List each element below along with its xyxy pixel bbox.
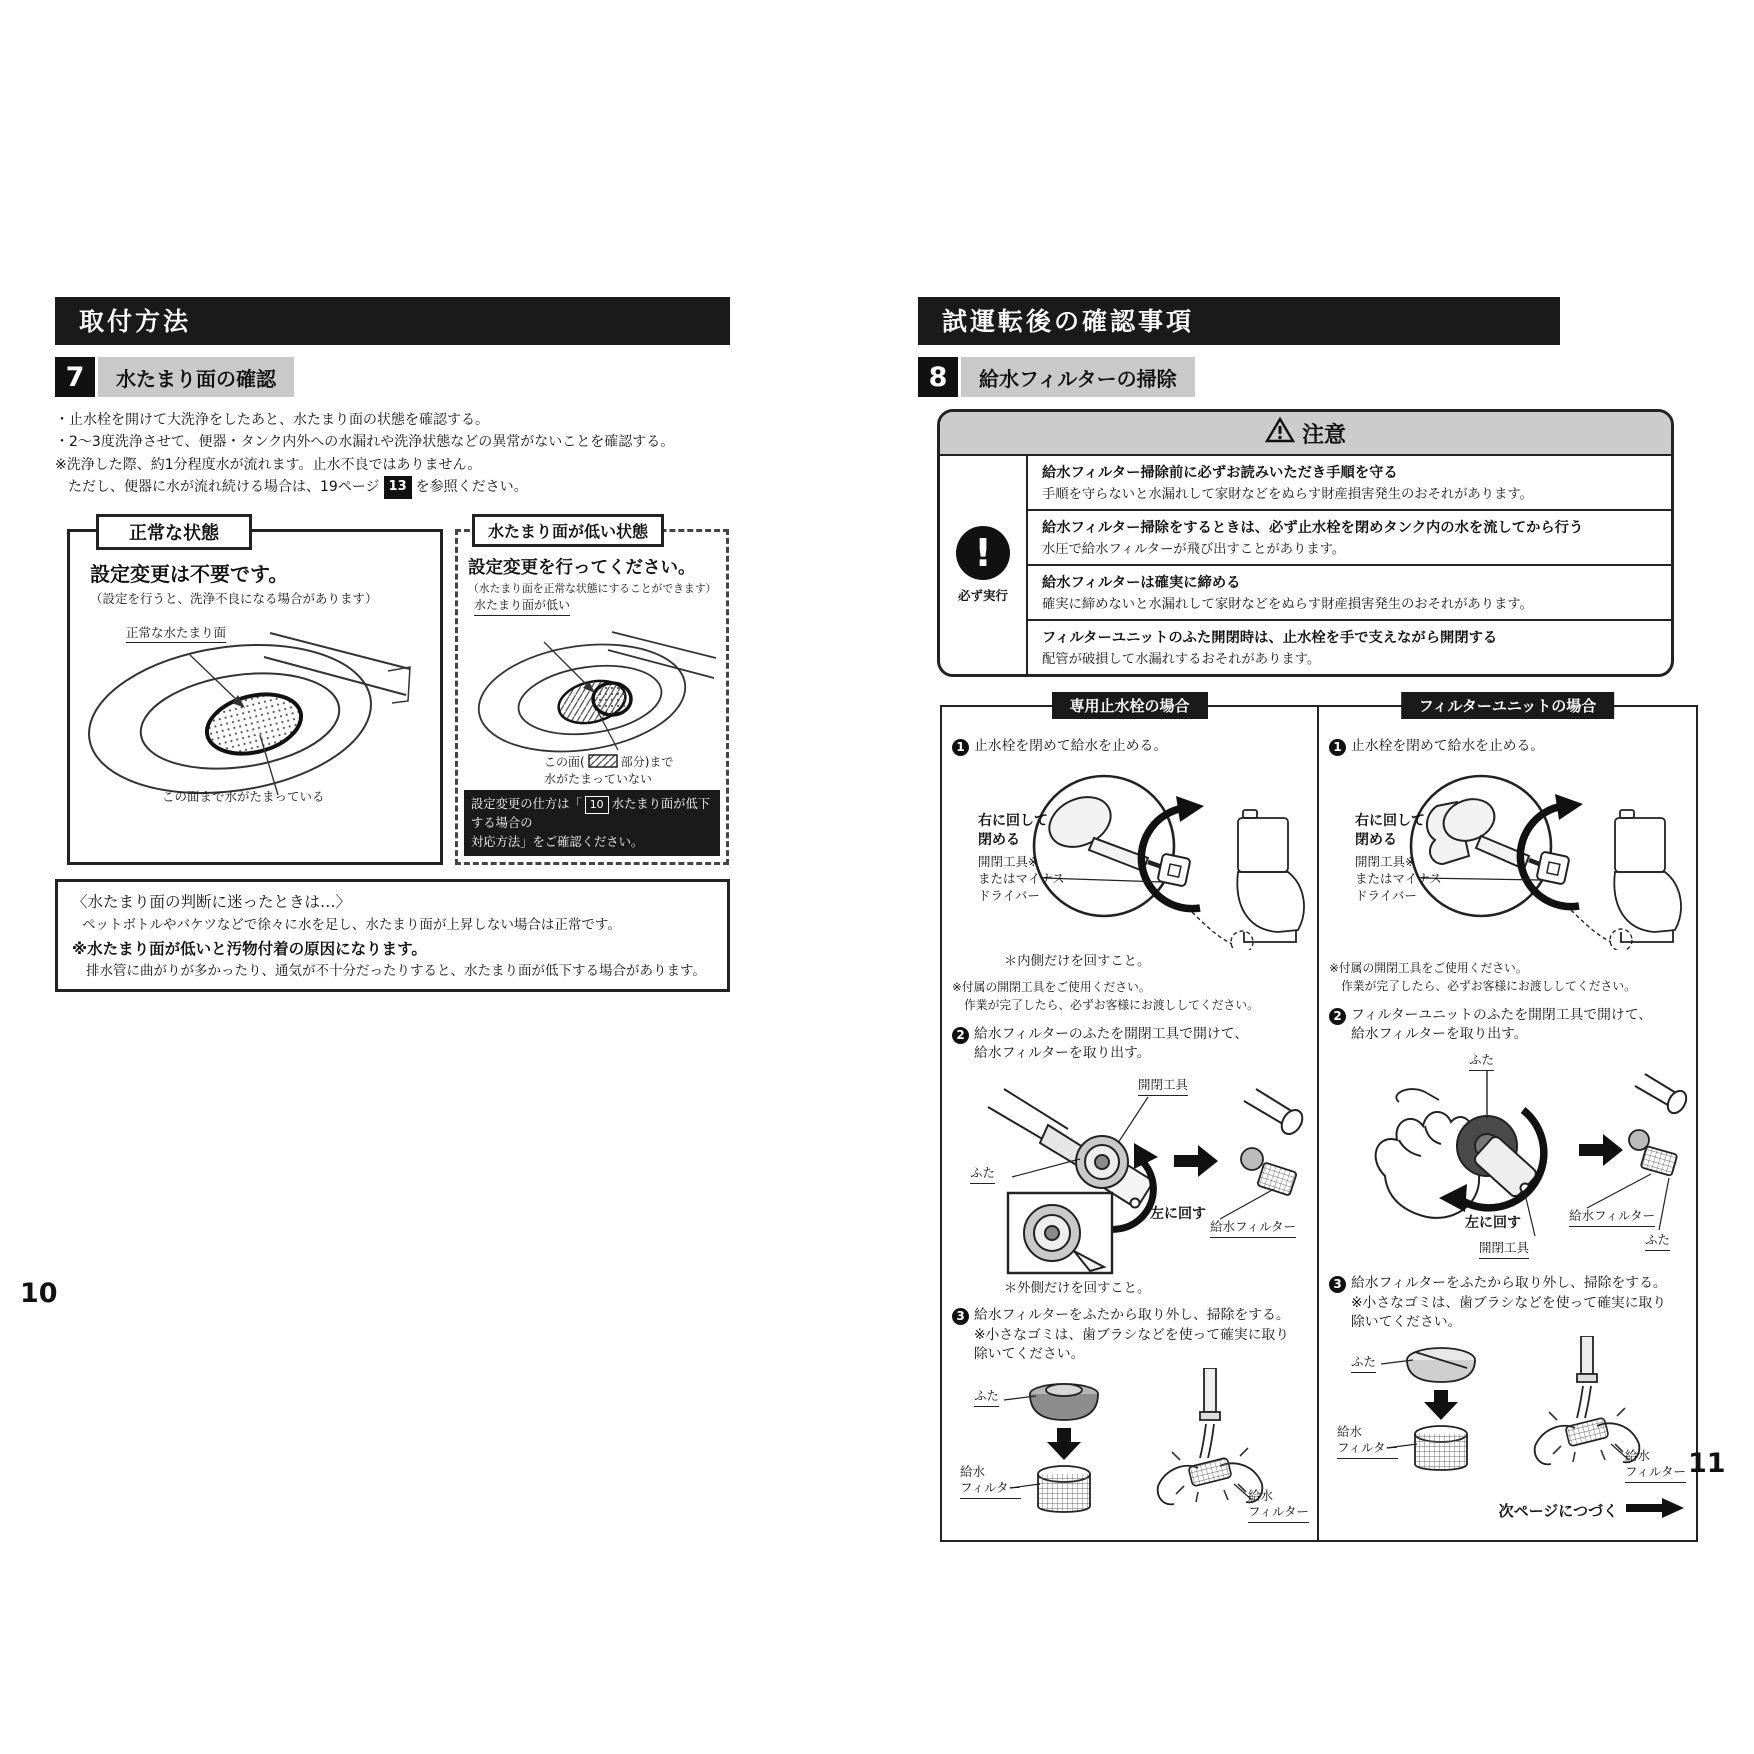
section-7 bbox=[55, 357, 730, 397]
normal-subheading: （設定を行うと、洗浄不良になる場合があります） bbox=[90, 590, 378, 606]
low-heading: 設定変更を行ってください。 bbox=[468, 557, 696, 578]
normal-state-title: 正常な状態 bbox=[96, 514, 252, 550]
low-caption-line2: 水がたまっていない bbox=[544, 771, 653, 786]
filter-label: 給水 bbox=[960, 1464, 986, 1480]
turn-left-label: 左に回す bbox=[1150, 1206, 1206, 1223]
judgement-help-box bbox=[55, 879, 730, 992]
state-boxes bbox=[55, 521, 730, 863]
lid-label: ふた bbox=[970, 1165, 995, 1183]
mandatory-action-icon: ! bbox=[956, 526, 1010, 580]
low-setting-note: 設定変更の仕方は「 10 水たまり面が低下する場合の 対応方法」をご確認ください。 bbox=[464, 790, 720, 856]
normal-heading: 設定変更は不要です。 bbox=[90, 561, 289, 586]
normal-toilet-illustration bbox=[70, 607, 440, 823]
caution-row: フィルターユニットのふた開閉時は、止水栓を手で支えながら開閉する 配管が破損して水漏れするおそれがあります。 bbox=[1042, 630, 1498, 667]
judge-line2: ※水たまり面が低いと汚物付着の原因になります。 bbox=[72, 939, 427, 958]
tool-label: 開閉工具※ bbox=[978, 854, 1039, 870]
turn-right-label: 右に回して bbox=[978, 813, 1048, 830]
step-ref-badge: 10 bbox=[585, 796, 609, 815]
normal-water-label: 正常な水たまり面 bbox=[126, 625, 226, 643]
open-lid-illustration bbox=[952, 1067, 1309, 1277]
filter-label: 給水 bbox=[1248, 1488, 1274, 1504]
low-state-box bbox=[455, 521, 729, 865]
caution-title: 注意 bbox=[1301, 422, 1346, 448]
lid-label: ふた bbox=[1645, 1232, 1670, 1250]
lid-label: ふた bbox=[974, 1388, 999, 1406]
judge-line1: ペットボトルやバケツなどで徐々に水を足し、水たまり面が上昇しない場合は正常です。 bbox=[82, 916, 621, 933]
close-valve-illustration: 右に回して 閉める 開閉工具※ またはマイナス ドライバー bbox=[1329, 760, 1688, 950]
warning-triangle-icon bbox=[1265, 417, 1295, 449]
filter-label: 給水フィルター bbox=[1569, 1208, 1655, 1226]
step-1: 1 止水栓を閉めて給水を止める。 bbox=[1329, 737, 1688, 756]
clean-filter-illustration: ふた 給水 フィルター 給水 フィルター bbox=[952, 1368, 1309, 1528]
caution-row: 給水フィルターは確実に締める 確実に締めないと水漏れして家財などをぬらす財産損害発生のおそれがあります。 bbox=[1028, 566, 1671, 621]
column-header: 専用止水栓の場合 bbox=[1051, 692, 1207, 719]
attached-tool-note: ※付属の開閉工具をご使用ください。 作業が完了したら、必ずお客様にお渡ししてください。 bbox=[952, 980, 1259, 1012]
step-3: 3 給水フィルターをふたから取り外し、掃除をする。 ※小さなゴミは、歯ブラシなどを使って確実に取り 除いてください。 bbox=[1329, 1274, 1688, 1332]
continue-next-page: 次ページにつづく bbox=[1329, 1498, 1688, 1522]
low-subheading: （水たまり面を正常な状態にすることができます） bbox=[468, 581, 717, 595]
page-10 bbox=[55, 297, 730, 992]
lid-label: ふた bbox=[1351, 1354, 1376, 1372]
continue-arrow-icon bbox=[1626, 1498, 1684, 1522]
intro-text bbox=[55, 409, 730, 499]
section-8 bbox=[918, 357, 1698, 397]
caution-row: 給水フィルター掃除をするときは、必ず止水栓を閉めタンク内の水を流してから行う 水圧で給水フィルターが飛び出すことがあります。 bbox=[1028, 511, 1671, 566]
section-title: 給水フィルターの掃除 bbox=[961, 357, 1195, 397]
normal-caption: この面まで水がたまっている bbox=[162, 788, 325, 804]
lid-label: ふた bbox=[1469, 1052, 1494, 1070]
intro-note-2: ただし、便器に水が流れ続ける場合は、19ページ 13 を参照ください。 bbox=[55, 476, 730, 499]
page-11 bbox=[918, 297, 1698, 1542]
page-title: 試運転後の確認事項 bbox=[918, 297, 1560, 345]
tool-label: 開閉工具※ bbox=[1355, 854, 1416, 870]
low-water-label: 水たまり面が低い bbox=[474, 598, 570, 616]
section-number-badge: 7 bbox=[55, 357, 95, 397]
outer-turn-note: ＊外側だけを回すこと。 bbox=[1004, 1281, 1151, 1297]
step-2: 2 フィルターユニットのふたを開閉工具で開けて、 給水フィルターを取り出す。 bbox=[1329, 1006, 1688, 1045]
clean-filter-illustration: ふた 給水 フィルター 給水 フィルター bbox=[1329, 1336, 1688, 1486]
turn-left-label: 左に回す bbox=[1465, 1215, 1521, 1232]
turn-right-label: 右に回して bbox=[1355, 813, 1425, 830]
intro-note-1: ※洗浄した際、約1分程度水が流れます。止水不良ではありません。 bbox=[55, 456, 482, 473]
filter-label: 給水フィルター bbox=[1210, 1219, 1296, 1237]
procedure-columns bbox=[940, 697, 1698, 1542]
judge-line3: 排水管に曲がりが多かったり、通気が不十分だったりすると、水たまり面が低下する場合があります。 bbox=[86, 962, 706, 979]
low-state-title: 水たまり面が低い状態 bbox=[472, 514, 664, 547]
step-1: 1 止水栓を閉めて給水を止める。 bbox=[952, 737, 1309, 756]
filter-label: 給水 bbox=[1625, 1448, 1651, 1464]
normal-state-box bbox=[67, 522, 443, 865]
low-toilet-illustration bbox=[458, 596, 726, 792]
section-number-badge: 8 bbox=[918, 357, 958, 397]
page-ref-badge: 13 bbox=[384, 476, 412, 499]
filter-label: 給水 bbox=[1337, 1424, 1363, 1440]
mandatory-column bbox=[940, 456, 1028, 674]
caution-header bbox=[940, 412, 1671, 456]
step-2: 2 給水フィルターのふたを開閉工具で開けて、 給水フィルターを取り出す。 bbox=[952, 1025, 1309, 1064]
column-filter-unit bbox=[1319, 697, 1696, 1540]
column-dedicated-valve bbox=[942, 697, 1319, 1540]
intro-bullet-1: ・止水栓を開けて大洗浄をしたあと、水たまり面の状態を確認する。 bbox=[55, 412, 489, 428]
column-header: フィルターユニットの場合 bbox=[1401, 692, 1615, 719]
mandatory-label: 必ず実行 bbox=[957, 588, 1008, 603]
inner-turn-note: ＊内側だけを回すこと。 bbox=[1004, 954, 1151, 970]
caution-row: 給水フィルター掃除前に必ずお読みいただき手順を守る 手順を守らないと水漏れして家財などをぬらす財産損害発生のおそれがあります。 bbox=[1028, 456, 1671, 511]
caution-box bbox=[937, 409, 1674, 677]
close-valve-illustration: 右に回して 閉める 開閉工具※ またはマイナス ドライバー bbox=[952, 760, 1309, 950]
open-unit-illustration bbox=[1329, 1048, 1688, 1264]
judge-title: 〈水たまり面の判断に迷ったときは…〉 bbox=[72, 892, 352, 911]
low-caption-line1: この面( 部分)まで bbox=[544, 754, 673, 773]
page-number-right: 11 bbox=[1688, 1448, 1726, 1479]
page-title: 取付方法 bbox=[55, 297, 730, 345]
tool-label: 開閉工具 bbox=[1479, 1240, 1529, 1258]
attached-tool-note: ※付属の開閉工具をご使用ください。 作業が完了したら、必ずお客様にお渡ししてください。 bbox=[1329, 961, 1636, 993]
hatch-legend-swatch bbox=[588, 754, 618, 773]
tool-label: 開閉工具 bbox=[1138, 1077, 1188, 1095]
step-3: 3 給水フィルターをふたから取り外し、掃除をする。 ※小さなゴミは、歯ブラシなどを使って確実に取り 除いてください。 bbox=[952, 1306, 1309, 1364]
page-number-left: 10 bbox=[20, 1278, 58, 1309]
intro-bullet-2: ・2〜3度洗浄させて、便器・タンク内外への水漏れや洗浄状態などの異常がないことを確認する。 bbox=[55, 434, 675, 451]
section-title: 水たまり面の確認 bbox=[98, 357, 294, 397]
